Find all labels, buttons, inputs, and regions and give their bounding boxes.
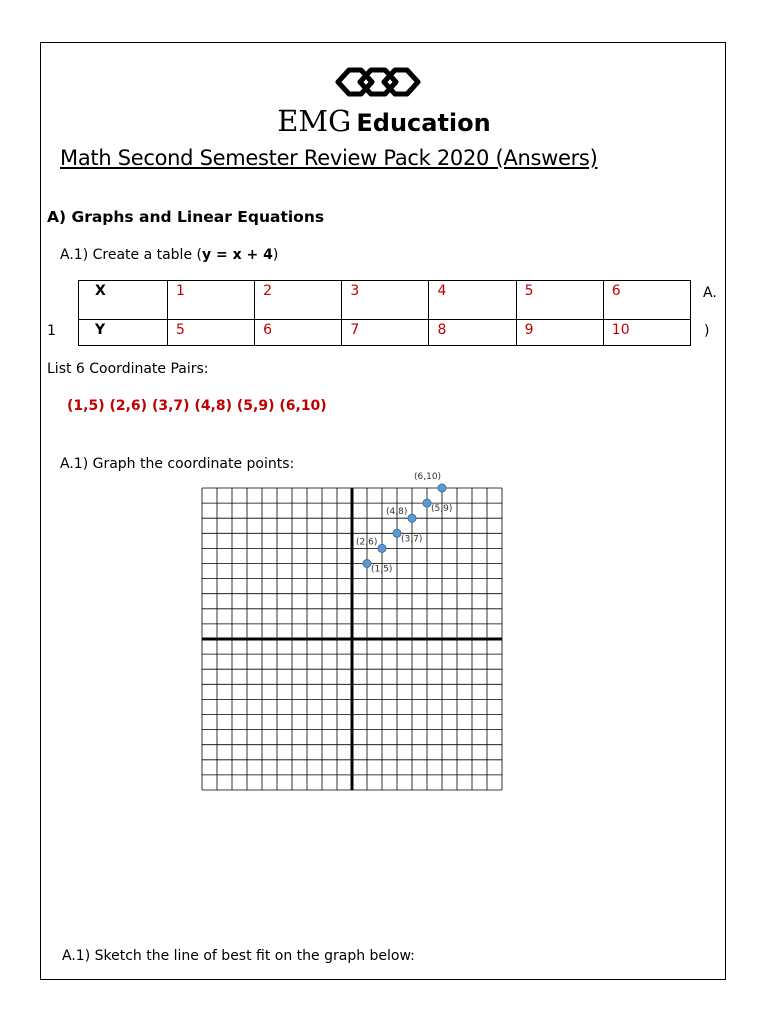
y-value-cell: 7	[342, 320, 429, 346]
y-value-cell: 6	[255, 320, 342, 346]
x-value-cell: 3	[342, 281, 429, 320]
logo-name: EMG	[277, 104, 352, 138]
y-value-cell: 10	[603, 320, 690, 346]
table-prompt-suffix: )	[272, 247, 279, 263]
data-point-label: (6,10)	[414, 472, 442, 482]
logo-wordmark	[0, 104, 768, 138]
data-point	[423, 499, 431, 507]
table-prompt	[60, 247, 278, 263]
y-value-cell: 8	[429, 320, 516, 346]
logo-link-right	[384, 70, 418, 94]
x-row	[79, 281, 691, 320]
xy-values-table	[78, 280, 691, 346]
margin-paren: )	[704, 323, 710, 339]
emg-logo-mark	[330, 62, 426, 102]
data-point	[363, 560, 371, 568]
graph-prompt: A.1) Graph the coordinate points:	[60, 456, 295, 472]
plotted-points	[363, 484, 446, 568]
data-point	[378, 544, 386, 552]
data-point-label: (5,9)	[431, 504, 453, 515]
y-value-cell: 5	[168, 320, 255, 346]
data-point	[393, 529, 401, 537]
table-prompt-prefix: A.1) Create a table (	[60, 247, 202, 263]
x-value-cell: 6	[603, 281, 690, 320]
coordinate-grid	[190, 466, 510, 796]
margin-number: 1	[47, 323, 56, 339]
pairs-answer: (1,5) (2,6) (3,7) (4,8) (5,9) (6,10)	[67, 398, 327, 414]
logo-suffix: Education	[356, 109, 491, 137]
section-a-heading: A) Graphs and Linear Equations	[47, 208, 325, 226]
data-point	[438, 484, 446, 492]
y-value-cell: 9	[516, 320, 603, 346]
margin-label-a: A.	[703, 285, 717, 301]
sketch-prompt: A.1) Sketch the line of best fit on the graph below:	[62, 948, 415, 964]
data-point-label: (2,6)	[356, 537, 378, 548]
data-point-label: (1,5)	[371, 564, 393, 575]
data-point	[408, 514, 416, 522]
x-value-cell: 4	[429, 281, 516, 320]
pairs-heading: List 6 Coordinate Pairs:	[47, 361, 209, 377]
equation-text: y = x + 4	[201, 247, 273, 263]
page-title: Math Second Semester Review Pack 2020 (Answers)	[60, 146, 598, 170]
data-point-label: (3,7)	[401, 534, 423, 545]
y-header-cell: Y	[79, 320, 168, 346]
x-value-cell: 2	[255, 281, 342, 320]
x-value-cell: 1	[168, 281, 255, 320]
x-value-cell: 5	[516, 281, 603, 320]
y-row	[79, 320, 691, 346]
x-header-cell: X	[79, 281, 168, 320]
data-point-label: (4,8)	[386, 507, 408, 518]
